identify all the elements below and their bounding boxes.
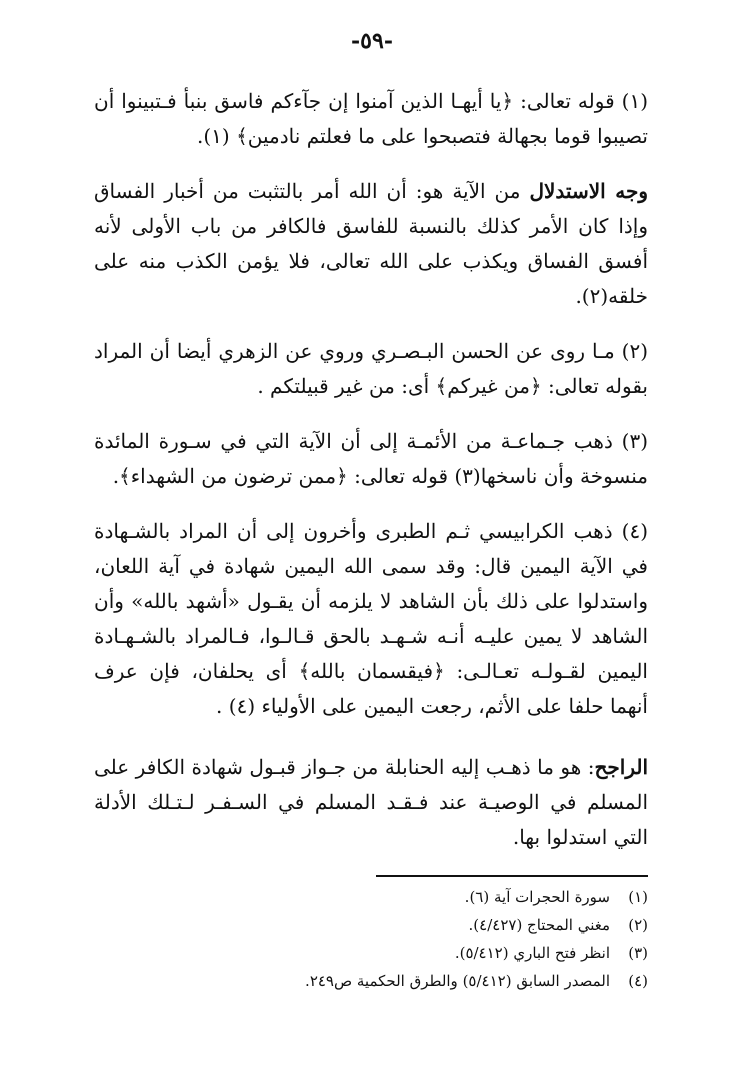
- footnote-number: (١): [628, 888, 648, 906]
- page-number: -٥٩-: [351, 28, 393, 54]
- paragraph-opinion-3: [94, 424, 648, 494]
- footnote-text: سورة الحجرات آية (٦).: [464, 888, 610, 906]
- footnotes-divider: [376, 875, 648, 877]
- paragraph-text: (٤) ذهب الكرابيسي ثـم الطبرى وأخرون إلى أن المراد بالشـهادة في الآية اليمين قال: وقد سمى الله اليمين شهادة في آية اللعان، واستدلوا على ذلك بأن الشاهد لا يلزمه أن يقـول «أشهد بالله» وأن الشاهد لا يمين عليـه أنـه شـهـد بالحق قـالـوا، فـالمراد بالشـهـادة اليمين لقـولـه تعـالـى: ﴿فيقسمان بالله﴾ أى يحلفان، فإن عرف أنهما حلفا على الأثم، رجعت اليمين على الأولياء (٤) .: [94, 519, 648, 718]
- paragraph-inference: [94, 174, 648, 314]
- footnotes: [88, 883, 648, 995]
- footnote-number: (٣): [628, 944, 648, 962]
- paragraph-text: (٢) مـا روى عن الحسن البـصـري وروي عن الزهري أيضا أن المراد بقوله تعالى: ﴿من غيركم﴾ أى: من غير قبيلتكم .: [94, 339, 648, 398]
- footnote-item: [88, 883, 648, 911]
- paragraph-evidence-1: [94, 84, 648, 154]
- body-text: [94, 84, 648, 875]
- paragraph-text: من الآية هو: أن الله أمر بالتثبت من أخبار الفساق وإذا كان الأمر كذلك بالنسبة للفاسق فالكافر من باب الأولى لأنه أفسق الفساق ويكذب على الله تعالى، فلا يؤمن الكذب منه على خلقه(٢).: [94, 179, 648, 308]
- paragraph-lead-heading: الراجح: [594, 755, 648, 779]
- paragraph-opinion-4: [94, 514, 648, 724]
- footnote-item: [88, 911, 648, 939]
- paragraph-text: (٣) ذهب جـماعـة من الأئمـة إلى أن الآية التي في سـورة المائدة منسوخة وأن ناسخها(٣) قوله تعالى: ﴿ممن ترضون من الشهداء﴾.: [94, 429, 648, 488]
- paragraph-lead-heading: وجه الاستدلال: [529, 179, 648, 203]
- footnote-item: [88, 967, 648, 995]
- footnote-text: مغني المحتاج (٤/٤٢٧).: [468, 916, 610, 934]
- footnote-number: (٢): [628, 916, 648, 934]
- footnote-text: المصدر السابق (٥/٤١٢) والطرق الحكمية ص٢٤٩.: [305, 972, 610, 990]
- paragraph-opinion-2: [94, 334, 648, 404]
- footnote-number: (٤): [628, 972, 648, 990]
- footnote-item: [88, 939, 648, 967]
- paragraph-preferred-view: [94, 750, 648, 855]
- paragraph-text: : هو ما ذهـب إليه الحنابلة من جـواز قبـول شهادة الكافر على المسلم في الوصيـة عند فـقـد المسلم في السـفـر لـتـلك الأدلة التي استدلوا بها.: [94, 755, 648, 849]
- paragraph-text: (١) قوله تعالى: ﴿يا أيهـا الذين آمنوا إن جآءكم فاسق بنبأ فـتبينوا أن تصيبوا قوما بجهالة فتصبحوا على ما فعلتم نادمين﴾ (١).: [94, 89, 648, 148]
- footnote-text: انظر فتح الباري (٥/٤١٢).: [454, 944, 610, 962]
